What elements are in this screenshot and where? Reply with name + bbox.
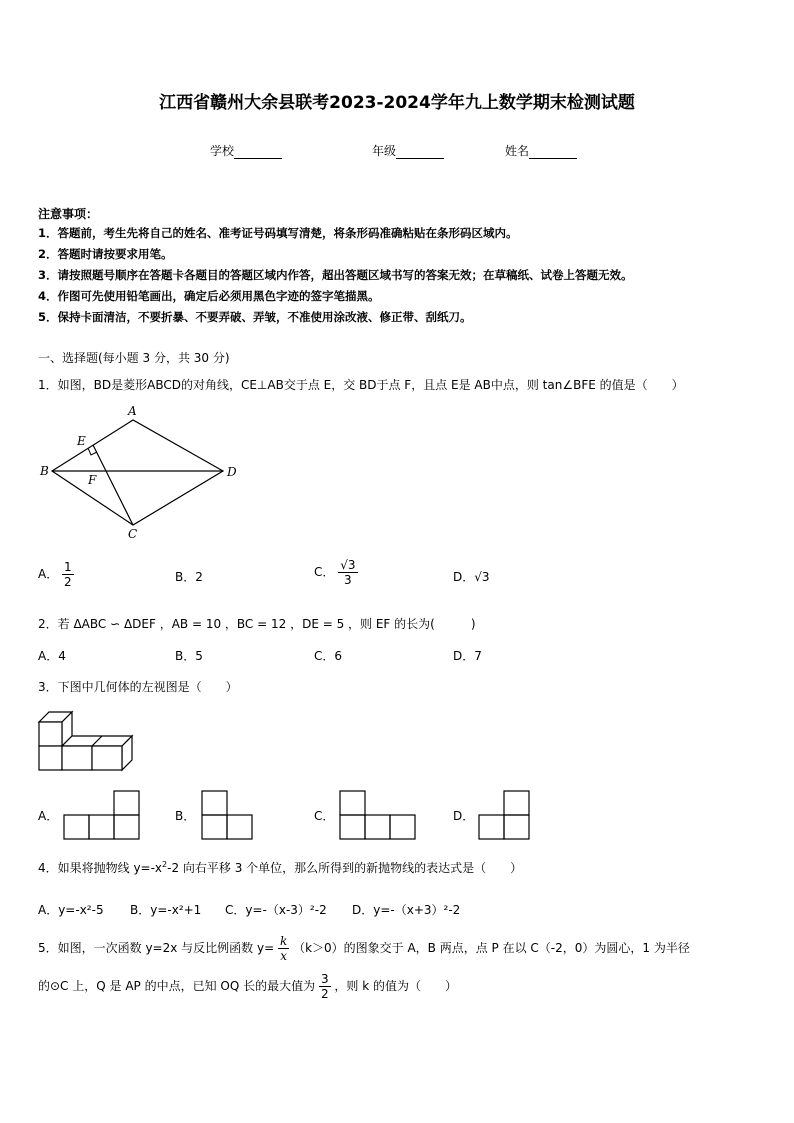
name-blank[interactable] bbox=[529, 146, 577, 159]
grade-field[interactable] bbox=[372, 142, 444, 159]
q3-option-c[interactable] bbox=[314, 807, 334, 824]
option-letter: C． bbox=[314, 809, 335, 823]
school-field[interactable] bbox=[210, 142, 282, 159]
question-3-text: 3．下图中几何体的左视图是（ ） bbox=[38, 680, 238, 694]
note-item: 1．答题前，考生先将自己的姓名、准考证号码填写清楚，将条形码准确粘贴在条形码区域内。 bbox=[38, 226, 518, 240]
q4-option-b[interactable]: B．y=-x²+1 bbox=[130, 903, 202, 917]
note-item: 4．作图可先使用铅笔画出，确定后必须用黑色字迹的签字笔描黑。 bbox=[38, 289, 380, 303]
option-letter: D． bbox=[453, 809, 475, 823]
option-d-view bbox=[478, 790, 533, 840]
question-2-text: 2．若 ΔABC ∽ ΔDEF ，AB = 10 ，BC = 12 ，DE = 5 ，则 EF 的长为( ) bbox=[38, 617, 476, 631]
q4-option-a[interactable]: A．y=-x²-5 bbox=[38, 903, 104, 917]
fraction: $\frac{k}{x}$ bbox=[279, 934, 288, 963]
grade-label: 年级 bbox=[372, 144, 397, 158]
fraction: $\frac{1}{2}$ bbox=[64, 560, 72, 589]
option-c-view bbox=[339, 790, 419, 840]
label-f: F bbox=[88, 473, 97, 487]
page-title: 江西省赣州大余县联考2023-2024学年九上数学期末检测试题 bbox=[159, 93, 635, 113]
option-letter: A． bbox=[38, 809, 59, 823]
q3-option-b[interactable] bbox=[175, 807, 195, 824]
note-item: 3．请按照题号顺序在答题卡各题目的答题区域内作答，超出答题区域书写的答案无效；在草稿纸、试卷上答题无效。 bbox=[38, 268, 633, 282]
name-field[interactable] bbox=[505, 142, 577, 159]
name-label: 姓名 bbox=[505, 144, 530, 158]
label-d: D bbox=[227, 465, 237, 479]
notes-heading: 注意事项： bbox=[38, 207, 99, 221]
question-5-line-2: 的⊙C 上，Q 是 AP 的中点，已知 OQ 长的最大值为 $\frac{3}{2}$ ，则 k 的值为（ ） bbox=[38, 972, 457, 1001]
note-item: 2．答题时请按要求用笔。 bbox=[38, 247, 173, 261]
q3-option-a[interactable] bbox=[38, 807, 58, 824]
question-5-line-1: 5．如图，一次函数 y=2x 与反比例函数 y= $\frac{k}{x}$ （k＞0）的图象交于 A，B 两点，点 P 在以 C（-2，0）为圆心，1 为半径 bbox=[38, 934, 690, 963]
label-e: E bbox=[77, 434, 86, 448]
fraction: $\frac{3}{2}$ bbox=[320, 972, 329, 1001]
q1-option-d[interactable]: D．√3 bbox=[453, 570, 490, 584]
q4-option-c[interactable]: C．y=-（x-3）²-2 bbox=[225, 903, 327, 917]
label-a: A bbox=[128, 404, 137, 418]
school-blank[interactable] bbox=[234, 146, 282, 159]
q2-option-a[interactable]: A．4 bbox=[38, 649, 66, 663]
fraction: $\frac{√3}{3}$ bbox=[340, 558, 356, 587]
q2-option-d[interactable]: D．7 bbox=[453, 649, 482, 663]
grade-blank[interactable] bbox=[396, 146, 444, 159]
q1-option-a[interactable] bbox=[38, 560, 74, 589]
label-c: C bbox=[128, 527, 138, 541]
q1-option-c[interactable] bbox=[314, 558, 358, 587]
option-letter: B． bbox=[175, 809, 196, 823]
label-b: B bbox=[40, 464, 49, 478]
q2-option-b[interactable]: B．5 bbox=[175, 649, 203, 663]
option-letter: C． bbox=[314, 565, 335, 579]
question-1-text: 1．如图，BD是菱形ABCD的对角线，CE⊥AB交于点 E，交 BD于点 F，且点 E是 AB中点，则 tan∠BFE 的值是（ ） bbox=[38, 378, 684, 392]
solid-figure bbox=[36, 708, 140, 774]
question-4-text: 4．如果将抛物线 $y=-x^2-2$ 向右平移 3 个单位，那么所得到的新抛物线的表达式是（ ） bbox=[38, 860, 523, 875]
section-heading: 一、选择题(每小题 3 分，共 30 分) bbox=[38, 351, 230, 365]
option-letter: A． bbox=[38, 567, 59, 581]
q3-option-d[interactable] bbox=[453, 807, 474, 824]
option-b-view bbox=[201, 790, 256, 840]
note-item: 5．保持卡面清洁，不要折暴、不要弄破、弄皱，不准使用涂改液、修正带、刮纸刀。 bbox=[38, 310, 472, 324]
q2-option-c[interactable]: C．6 bbox=[314, 649, 343, 663]
q1-option-b[interactable]: B．2 bbox=[175, 570, 203, 584]
option-a-view bbox=[63, 790, 143, 840]
school-label: 学校 bbox=[210, 144, 235, 158]
q4-option-d[interactable]: D．y=-（x+3）²-2 bbox=[352, 903, 461, 917]
rhombus-figure bbox=[36, 400, 246, 545]
